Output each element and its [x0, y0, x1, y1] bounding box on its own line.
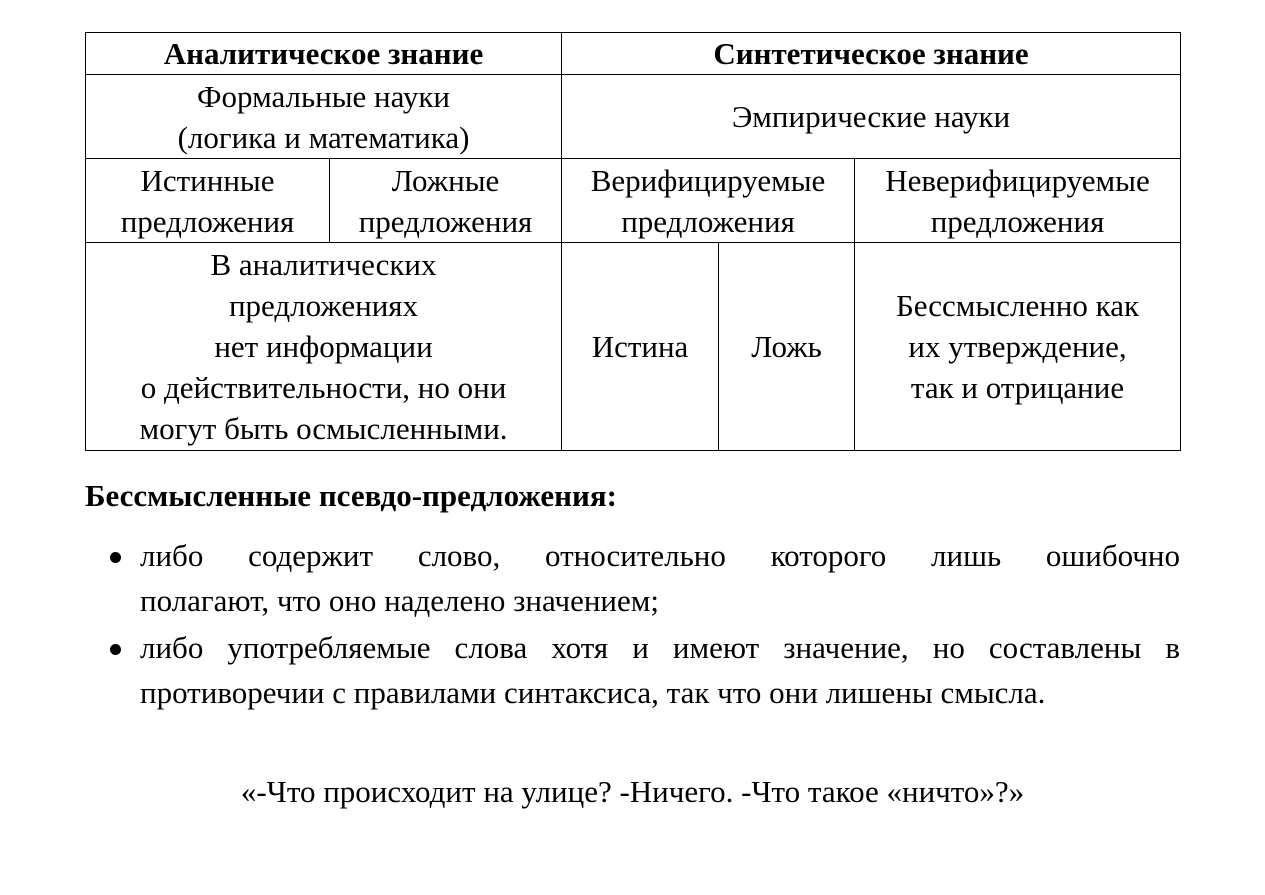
table-row-sciences	[86, 75, 1181, 159]
bullet-icon	[110, 644, 121, 655]
pseudo-propositions-list	[110, 533, 1180, 717]
formal-sciences-line2: (логика и математика)	[177, 119, 470, 155]
true-propositions-line1: Истинные	[140, 162, 275, 198]
analytic-description-line: нет информации	[214, 329, 433, 364]
pseudo-propositions-heading: Бессмысленные псевдо-предложения:	[85, 478, 617, 513]
false-propositions-line2: предложения	[358, 203, 533, 239]
header-synthetic-knowledge: Синтетическое знание	[562, 33, 1181, 75]
header-analytic-knowledge: Аналитическое знание	[86, 33, 562, 75]
false-propositions-line1: Ложные	[391, 162, 500, 198]
cell-false-propositions	[330, 159, 562, 243]
cell-true-propositions	[86, 159, 330, 243]
bullet-icon	[110, 552, 121, 563]
analytic-description-line: предложениях	[228, 288, 419, 323]
verifiable-propositions-line2: предложения	[621, 203, 795, 239]
list-item	[110, 533, 1180, 623]
cell-falsehood: Ложь	[719, 243, 855, 451]
table-row-proposition-types	[86, 159, 1181, 243]
list-item-line1: либо употребляемые слова хотя и имеют значение, но составлены в	[140, 630, 1180, 665]
unverifiable-propositions-line2: предложения	[930, 203, 1105, 239]
cell-unverifiable-propositions	[855, 159, 1181, 243]
true-propositions-line2: предложения	[120, 203, 295, 239]
knowledge-table	[85, 32, 1181, 451]
table-row-values	[86, 243, 1181, 451]
cell-truth: Истина	[562, 243, 719, 451]
cell-analytic-description	[86, 243, 562, 451]
table-header-row	[86, 33, 1181, 75]
cell-meaningless	[855, 243, 1181, 451]
meaningless-line: Бессмысленно как	[895, 288, 1140, 323]
verifiable-propositions-line1: Верифицируемые	[590, 162, 826, 198]
cell-empirical-sciences: Эмпирические науки	[562, 75, 1181, 159]
unverifiable-propositions-line1: Неверифицируемые	[885, 162, 1150, 198]
cell-formal-sciences	[86, 75, 562, 159]
meaningless-line: их утверждение,	[908, 329, 1127, 364]
list-item-line2: полагают, что оно наделено значением;	[140, 583, 659, 618]
list-item-line1: либо содержит слово, относительно которого лишь ошибочно	[140, 538, 1180, 573]
cell-verifiable-propositions	[562, 159, 855, 243]
list-item	[110, 625, 1180, 715]
analytic-description-line: о действительности, но они	[140, 370, 507, 405]
analytic-description-line: могут быть осмысленными.	[139, 411, 508, 446]
analytic-description-line: В аналитических	[210, 247, 437, 282]
quote-text: «-Что происходит на улице? -Ничего. -Что такое «ничто»?»	[240, 774, 1025, 809]
list-item-line2: противоречии с правилами синтаксиса, так что они лишены смысла.	[140, 675, 1046, 710]
meaningless-line: так и отрицание	[910, 370, 1125, 405]
formal-sciences-line1: Формальные науки	[197, 78, 450, 114]
